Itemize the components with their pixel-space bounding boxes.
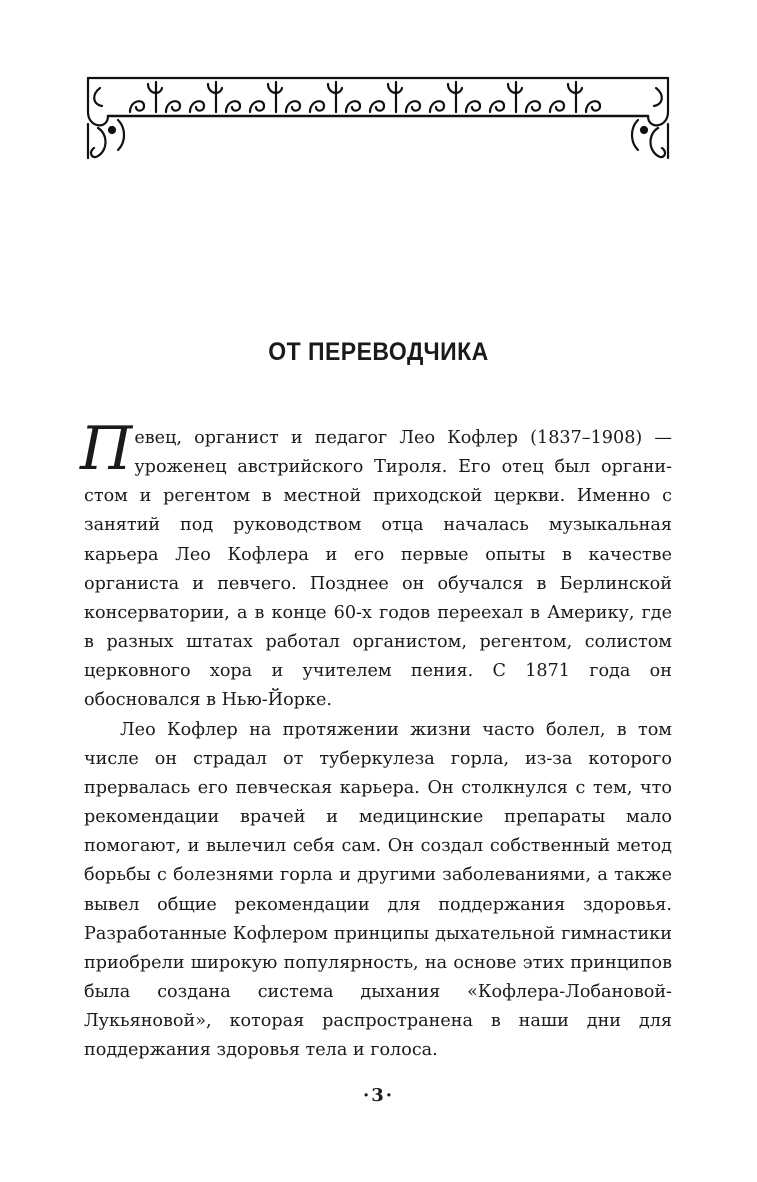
paragraph-2: Лео Кофлер на протяжении жизни часто болел, в том числе он страдал от туберкулеза горла, из-за которого прервалась его певческая карьера. Он столкнулся с тем, что рекомендации врачей и медицинские препараты мало помогают, и вылечил себя сам. Он создал собственный метод борьбы с болезнями горла и другими заболеваниями, а также вывел общие рекомендации для поддержания здоровья. Разработанные Кофлером принципы дыхательной гимнастики приобрели широкую популярность, на основе этих принципов была создана система дыхания «Кофлера-Лобановой-Лукьяновой», которая распространена в наши дни для поддержания здоровья тела и голоса. — [84, 719, 672, 1061]
drop-cap: П — [80, 414, 133, 484]
paragraph-1-text: евец, органист и педагог Лео Кофлер (1837–1908) — уроженец австрийского Тироля. Его отец был органистом и регентом в местной приходской церкви. Именно с занятий под руководством отца началась музыкальная карьера Лео Кофлера и его первые опыты в качестве органиста и певчего. Позднее он обучался в Берлинской консерватории, а в конце 60-х годов переехал в Америку, где в разных штатах работал органистом, регентом, солистом церковного хора и учителем пения. С 1871 года он обосновался в Нью-Йорке. — [84, 428, 672, 711]
article-body — [80, 414, 672, 1065]
page-number: ·3· — [362, 1085, 395, 1106]
paragraph-1 — [80, 414, 672, 716]
header-ornament-icon — [78, 72, 678, 164]
page-title: ОТ ПЕРЕВОДЧИКА — [268, 338, 489, 366]
